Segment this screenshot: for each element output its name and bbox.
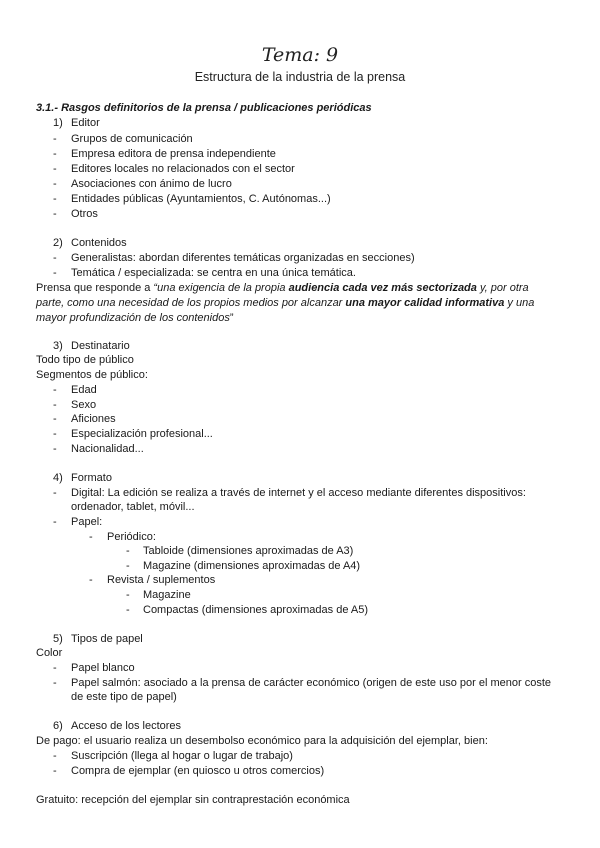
list-item: Compactas (dimensiones aproximadas de A5) (143, 604, 369, 616)
bullet-dash: - (89, 531, 93, 543)
quote-prefix: Prensa que responde a (36, 282, 154, 294)
list-item: Asociaciones con ánimo de lucro (71, 178, 232, 190)
list-item: Edad (71, 384, 97, 396)
quote-text: parte, como una necesidad de los propios medios por alcanzar (36, 297, 346, 309)
list-item: Entidades públicas (Ayuntamientos, C. Autónomas...) (71, 193, 331, 205)
list-item: Temática / especializada: se centra en una única temática. (71, 267, 356, 279)
list-item: Periódico: (107, 531, 156, 543)
list-number: 6) (53, 720, 63, 732)
list-item-continuation: ordenador, tablet, móvil... (71, 501, 195, 513)
quote-line-3 (36, 311, 234, 325)
list-number: 3) (53, 340, 63, 352)
list-item: Especialización profesional... (71, 428, 213, 440)
bullet-dash: - (126, 604, 130, 616)
formato-label: Formato (71, 472, 112, 484)
list-item: Generalistas: abordan diferentes temáticas organizadas en secciones) (71, 252, 415, 264)
quote-line-2 (36, 296, 534, 310)
bullet-dash: - (53, 193, 57, 205)
quote-bold-text: una mayor calidad informativa (345, 297, 505, 309)
bullet-dash: - (53, 133, 57, 145)
bullet-dash: - (53, 148, 57, 160)
list-item: Digital: La edición se realiza a través de internet y el acceso mediante diferentes dispositivos: (71, 487, 526, 499)
bullet-dash: - (53, 516, 57, 528)
quote-text: una exigencia de la propia (157, 282, 289, 294)
list-item: Papel blanco (71, 662, 135, 674)
page-title: Tema: 9 (261, 44, 339, 66)
bullet-dash: - (53, 163, 57, 175)
bullet-dash: - (126, 545, 130, 557)
list-item: Magazine (dimensiones aproximadas de A4) (143, 560, 361, 572)
bullet-dash: - (53, 399, 57, 411)
bullet-dash: - (126, 589, 130, 601)
bullet-dash: - (53, 267, 57, 279)
list-number: 4) (53, 472, 63, 484)
list-item: Suscripción (llega al hogar o lugar de trabajo) (71, 750, 293, 762)
list-item: Otros (71, 208, 98, 220)
destinatario-line: Todo tipo de público (36, 354, 134, 366)
quote-text: y una (504, 297, 535, 309)
bullet-dash: - (53, 208, 57, 220)
list-number: 1) (53, 117, 63, 129)
bullet-dash: - (53, 487, 57, 499)
list-item: Tabloide (dimensiones aproximadas de A3) (143, 545, 354, 557)
destinatario-label: Destinatario (71, 340, 130, 352)
pago-text: De pago: el usuario realiza un desembolso económico para la adquisición del ejemplar, bien: (36, 735, 488, 747)
list-item: Nacionalidad... (71, 443, 144, 455)
bullet-dash: - (53, 178, 57, 190)
list-item: Compra de ejemplar (en quiosco u otros comercios) (71, 765, 325, 777)
list-number: 5) (53, 633, 63, 645)
editor-label: Editor (71, 117, 100, 129)
list-item: Grupos de comunicación (71, 133, 193, 145)
bullet-dash: - (53, 252, 57, 264)
destinatario-line: Segmentos de público: (36, 369, 148, 381)
quote-bold-text: audiencia cada vez más sectorizada (288, 282, 477, 294)
gratuito-text: Gratuito: recepción del ejemplar sin contraprestación económica (36, 794, 350, 806)
list-item: Empresa editora de prensa independiente (71, 148, 276, 160)
page-subtitle: Estructura de la industria de la prensa (194, 70, 406, 84)
acceso-label: Acceso de los lectores (71, 720, 182, 732)
contenidos-label: Contenidos (71, 237, 127, 249)
quote-text: mayor profundización de los contenidos (36, 312, 230, 324)
bullet-dash: - (53, 677, 57, 689)
list-item: Aficiones (71, 413, 116, 425)
color-label: Color (36, 647, 63, 659)
bullet-dash: - (53, 428, 57, 440)
tipos-papel-label: Tipos de papel (71, 633, 143, 645)
list-item: Papel: (71, 516, 103, 528)
bullet-dash: - (53, 765, 57, 777)
list-item-continuation: de este tipo de papel) (71, 691, 177, 703)
quote-line-1 (36, 281, 529, 295)
bullet-dash: - (53, 662, 57, 674)
list-item: Sexo (71, 399, 97, 411)
list-item: Revista / suplementos (107, 574, 216, 586)
quote-open-mark: “ (153, 282, 158, 294)
bullet-dash: - (53, 413, 57, 425)
section-heading: 3.1.- Rasgos definitorios de la prensa / publicaciones periódicas (36, 102, 372, 114)
bullet-dash: - (53, 384, 57, 396)
quote-text: y, por otra (476, 282, 529, 294)
list-item: Editores locales no relacionados con el sector (71, 163, 295, 175)
bullet-dash: - (89, 574, 93, 586)
quote-close-mark: ” (229, 312, 234, 324)
bullet-dash: - (53, 443, 57, 455)
list-item: Magazine (143, 589, 191, 601)
list-number: 2) (53, 237, 63, 249)
bullet-dash: - (126, 560, 130, 572)
bullet-dash: - (53, 750, 57, 762)
list-item: Papel salmón: asociado a la prensa de carácter económico (origen de este uso por el menor coste (71, 677, 551, 689)
